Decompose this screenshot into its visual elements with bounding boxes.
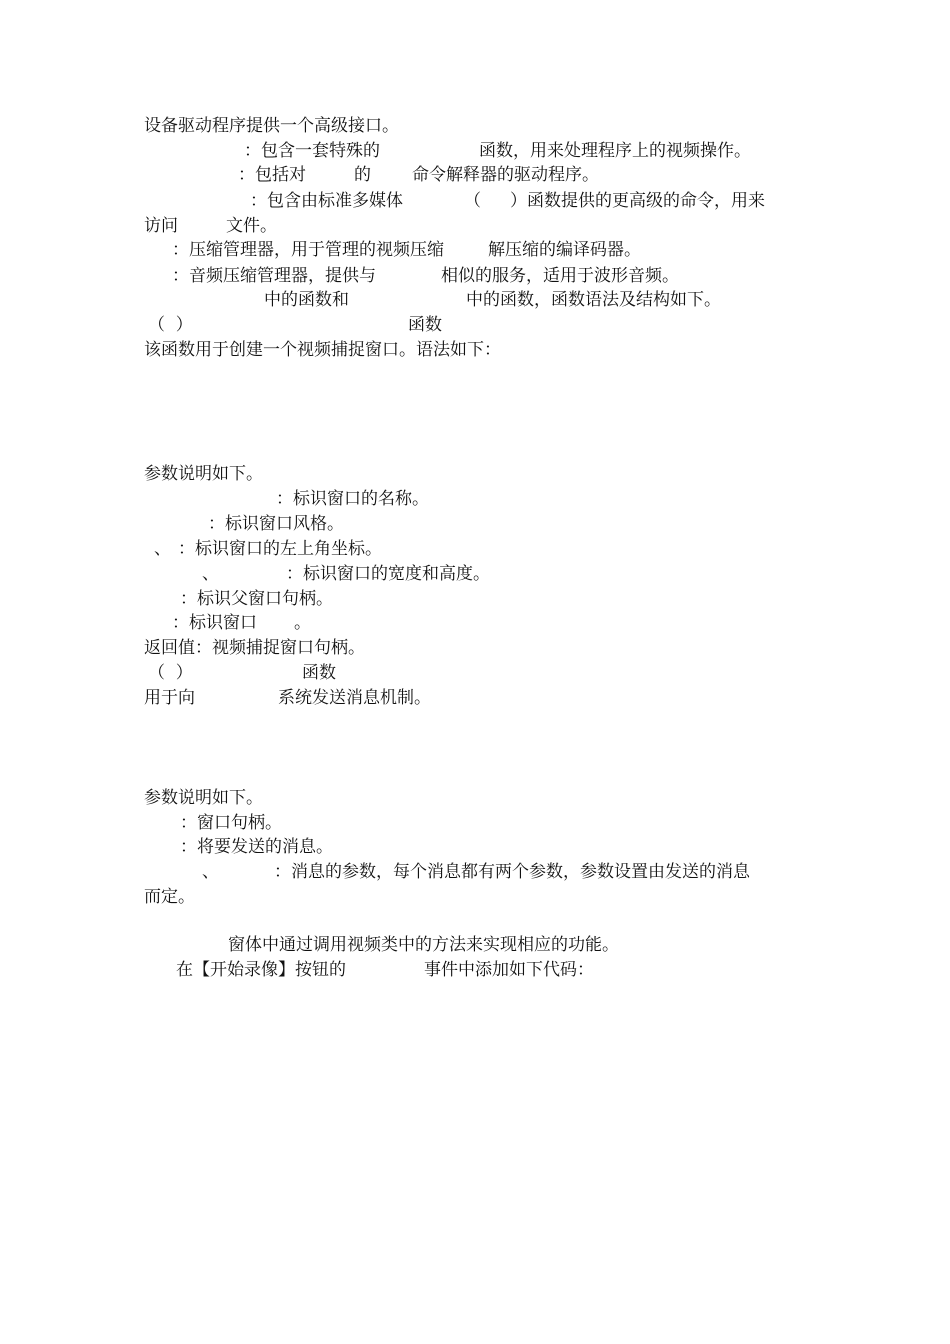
text-line: 设备驱动程序提供一个高级接口。 (144, 116, 399, 136)
text-line: 文件。 (226, 216, 277, 236)
text-line: 窗体中通过调用视频类中的方法来实现相应的功能。 (228, 935, 619, 955)
text-line: （ ） (148, 315, 193, 335)
text-line: ：包含一套特殊的 (244, 141, 380, 161)
text-line: （ ） (148, 663, 193, 683)
text-line: （ (464, 191, 481, 211)
text-line: 。 (294, 613, 311, 633)
text-line: ：消息的参数，每个消息都有两个参数，参数设置由发送的消息 (274, 862, 750, 882)
text-line: ）函数提供的更高级的命令，用来 (510, 191, 765, 211)
text-line: 的 (354, 165, 371, 185)
text-line: 解压缩的编译码器。 (488, 240, 641, 260)
text-line: ：窗口句柄。 (180, 813, 282, 833)
text-line: ：将要发送的消息。 (180, 837, 333, 857)
text-line: 系统发送消息机制。 (278, 688, 431, 708)
text-line: 、 (202, 862, 219, 882)
text-line: 事件中添加如下代码： (424, 960, 594, 980)
text-line: 参数说明如下。 (144, 788, 263, 808)
text-line: 、 (154, 539, 171, 559)
text-line: 中的函数，函数语法及结构如下。 (466, 290, 721, 310)
text-line: ：压缩管理器，用于管理的视频压缩 (172, 240, 444, 260)
text-line: ：标识窗口的名称。 (276, 489, 429, 509)
text-line: ：包含由标准多媒体 (250, 191, 403, 211)
text-line: ：标识窗口的左上角坐标。 (178, 539, 382, 559)
text-line: ：标识窗口风格。 (208, 514, 344, 534)
text-line: ：包括对 (238, 165, 306, 185)
text-line: 函数 (302, 663, 336, 683)
text-line: 该函数用于创建一个视频捕捉窗口。语法如下： (144, 340, 501, 360)
text-line: 命令解释器的驱动程序。 (412, 165, 599, 185)
text-line: ：标识父窗口句柄。 (180, 589, 333, 609)
text-line: 在【开始录像】按钮的 (176, 960, 346, 980)
text-line: 而定。 (144, 887, 195, 907)
text-line: 访问 (144, 216, 178, 236)
text-line: ：音频压缩管理器，提供与 (172, 266, 376, 286)
text-line: 用于向 (144, 688, 195, 708)
text-line: 参数说明如下。 (144, 464, 263, 484)
text-line: 、 (202, 564, 219, 584)
text-line: 返回值：视频捕捉窗口句柄。 (144, 638, 365, 658)
text-line: 相似的服务，适用于波形音频。 (441, 266, 679, 286)
text-line: ：标识窗口的宽度和高度。 (286, 564, 490, 584)
text-line: 中的函数和 (264, 290, 349, 310)
text-line: 函数，用来处理程序上的视频操作。 (479, 141, 751, 161)
text-line: 函数 (408, 315, 442, 335)
text-line: ：标识窗口 (172, 613, 257, 633)
